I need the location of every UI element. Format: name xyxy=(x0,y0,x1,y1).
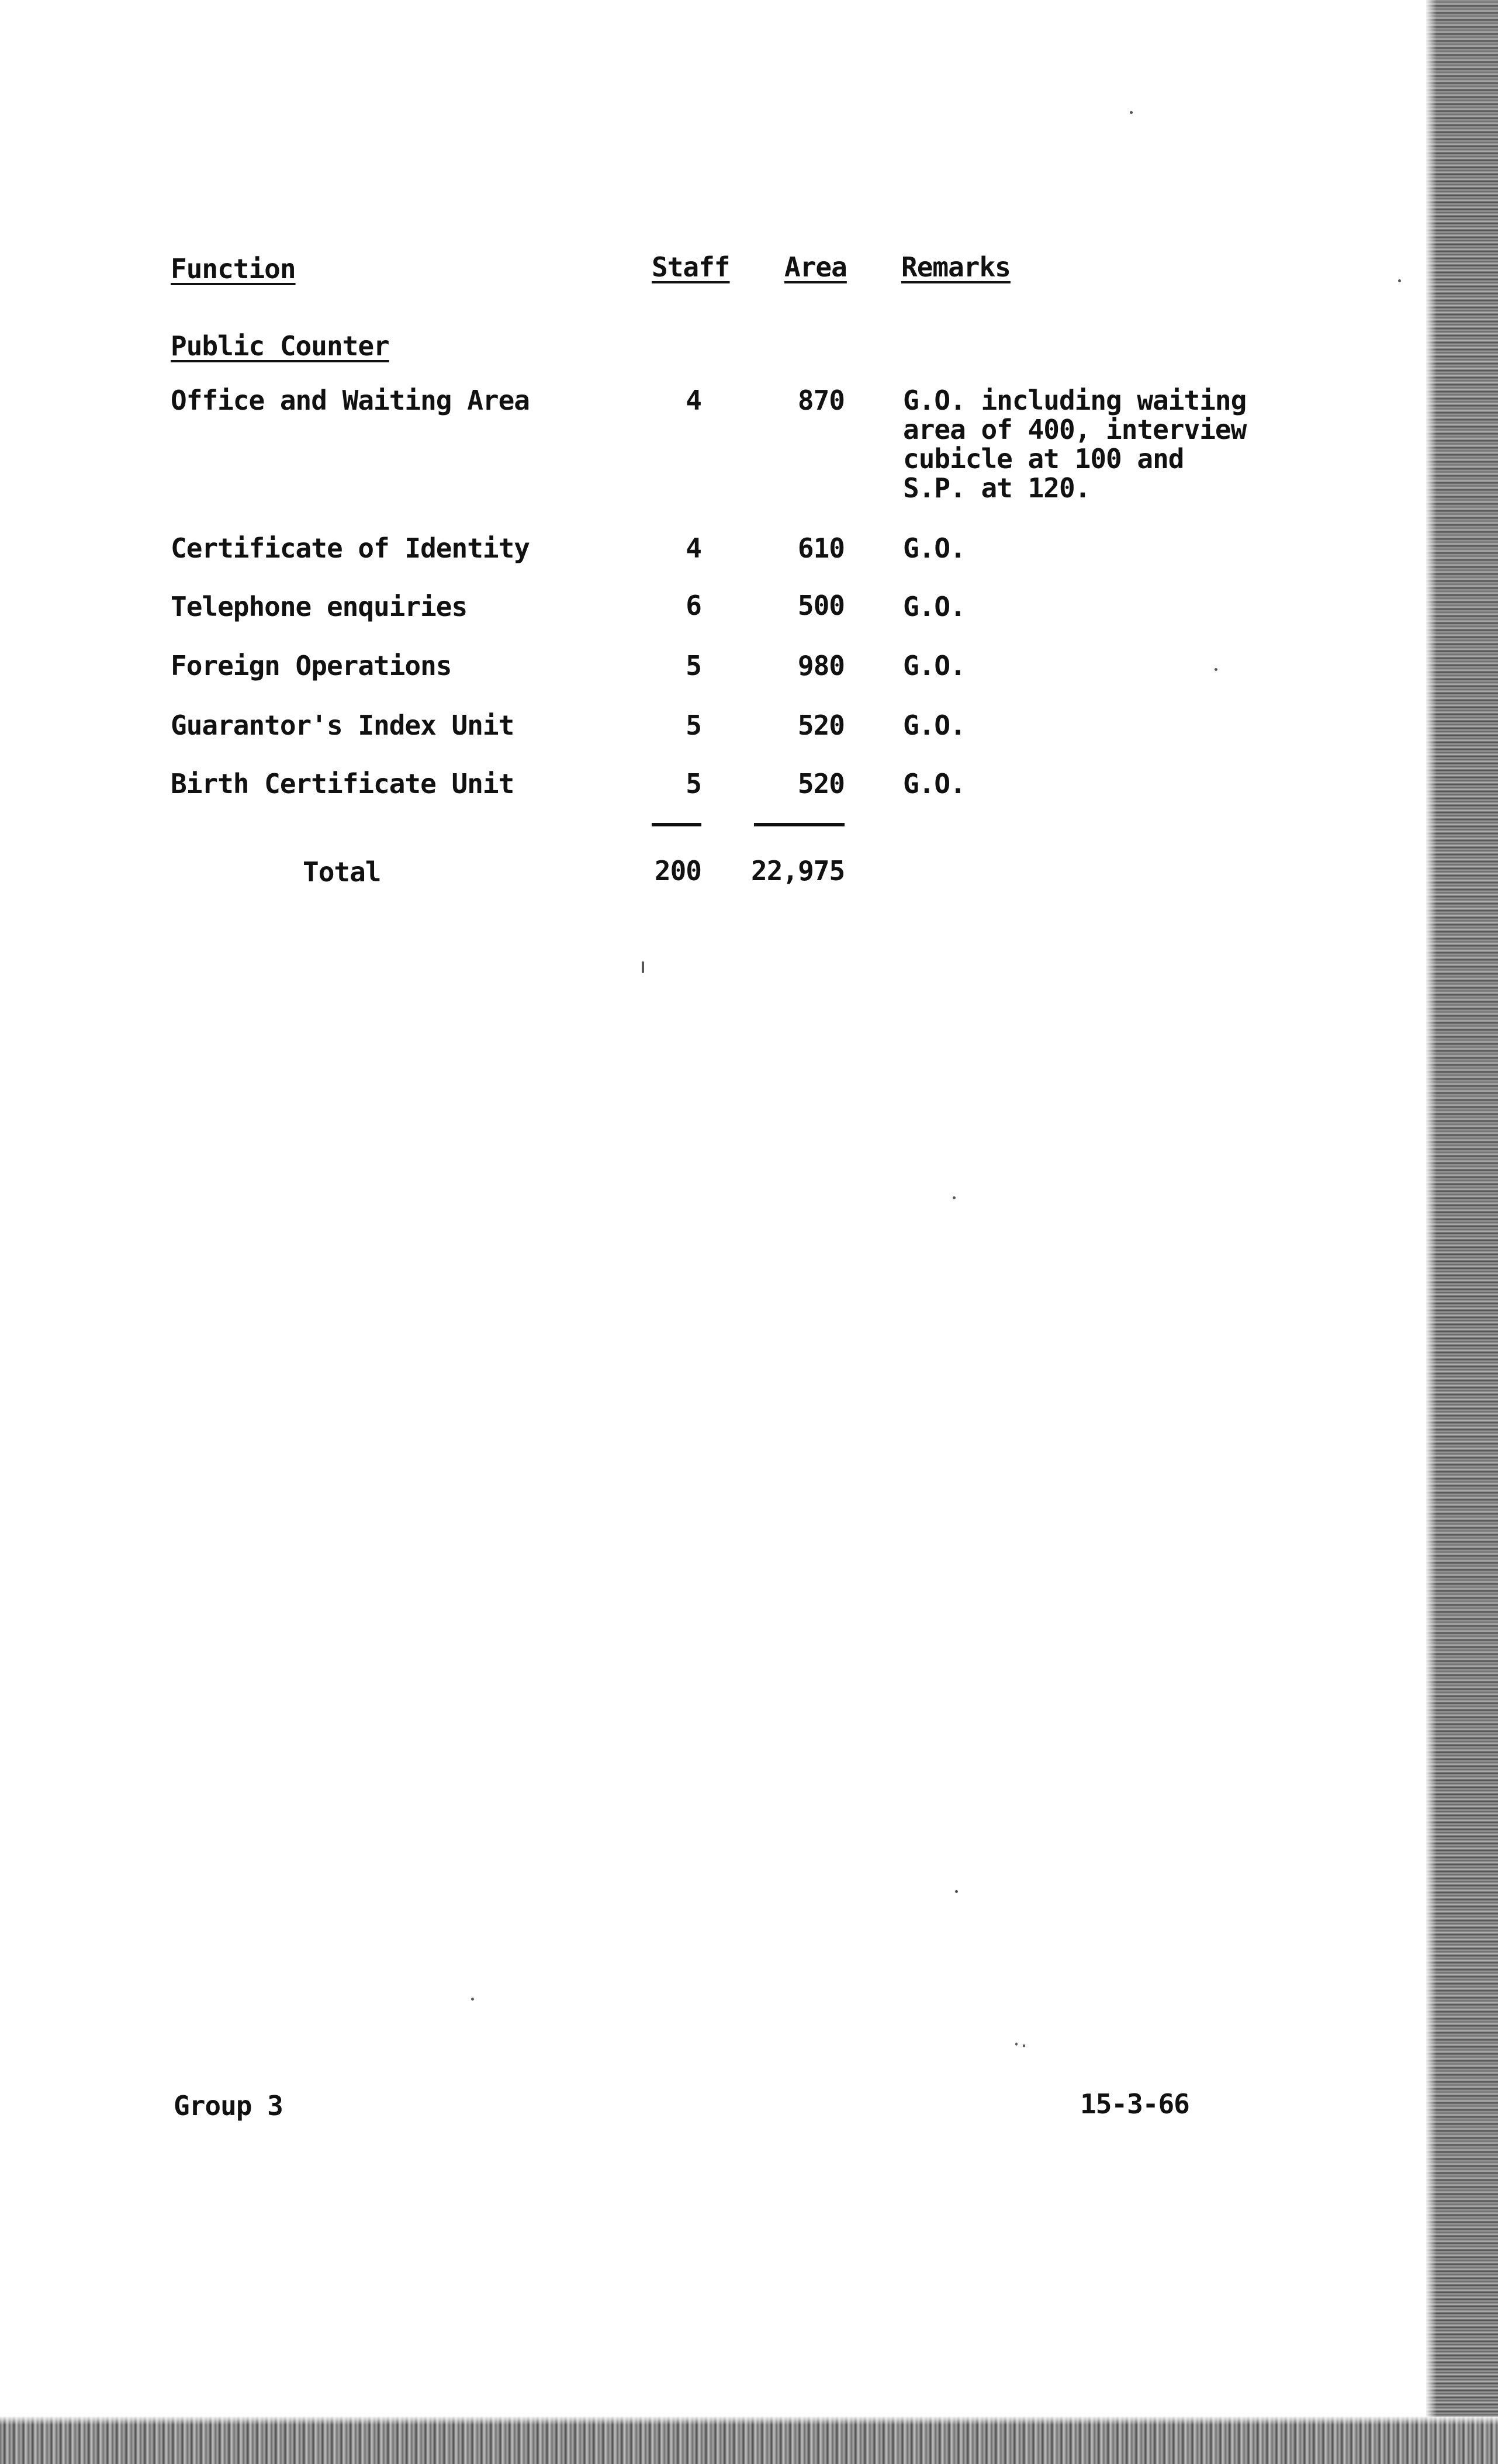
row-function: Office and Waiting Area xyxy=(171,385,530,416)
column-header-remarks: Remarks xyxy=(901,251,1011,283)
row-staff: 4 xyxy=(686,385,701,416)
footer-date: 15-3-66 xyxy=(1080,2088,1189,2120)
scan-speck xyxy=(1215,668,1217,671)
row-remarks-line: S.P. at 120. xyxy=(903,472,1091,504)
row-remarks: G.O. xyxy=(903,650,966,681)
total-rule-staff xyxy=(652,823,701,826)
scan-speck xyxy=(1130,111,1133,114)
row-area: 870 xyxy=(797,385,845,416)
row-area: 520 xyxy=(797,768,845,800)
scan-speck xyxy=(1023,2044,1025,2047)
row-remarks-line: cubicle at 100 and xyxy=(903,443,1184,475)
row-staff: 5 xyxy=(686,768,701,800)
scan-edge-bottom xyxy=(0,2417,1498,2464)
scan-mark xyxy=(642,961,644,973)
column-header-staff: Staff xyxy=(652,251,730,283)
total-rule-area xyxy=(754,823,845,826)
row-function: Foreign Operations xyxy=(171,650,452,681)
row-remarks: G.O. xyxy=(903,768,966,800)
column-header-area: Area xyxy=(784,251,847,283)
row-function: Birth Certificate Unit xyxy=(171,768,514,800)
row-function: Telephone enquiries xyxy=(171,591,468,622)
row-area: 610 xyxy=(797,532,845,564)
row-remarks: G.O. xyxy=(903,710,966,741)
row-area: 980 xyxy=(797,650,845,681)
scan-speck xyxy=(953,1196,956,1199)
scan-speck xyxy=(1398,279,1401,282)
scan-speck xyxy=(471,1998,474,2001)
row-remarks: G.O. xyxy=(903,591,966,622)
row-staff: 5 xyxy=(686,710,701,741)
section-title: Public Counter xyxy=(171,330,389,362)
total-staff: 200 xyxy=(654,855,701,887)
column-header-function: Function xyxy=(171,253,296,285)
row-remarks: G.O. xyxy=(903,532,966,564)
footer-group: Group 3 xyxy=(174,2090,283,2122)
total-label: Total xyxy=(303,856,381,888)
row-staff: 5 xyxy=(686,650,701,681)
row-remarks-line: area of 400, interview xyxy=(903,414,1247,445)
row-function: Guarantor's Index Unit xyxy=(171,710,514,741)
row-area: 500 xyxy=(797,590,845,621)
row-function: Certificate of Identity xyxy=(171,532,530,564)
total-area: 22,975 xyxy=(751,855,845,887)
row-staff: 6 xyxy=(686,590,701,621)
row-remarks-line: G.O. including waiting xyxy=(903,385,1247,416)
scan-edge-right xyxy=(1426,0,1498,2464)
scan-speck xyxy=(955,1890,958,1893)
scan-speck xyxy=(1015,2043,1018,2046)
row-staff: 4 xyxy=(686,532,701,564)
row-area: 520 xyxy=(797,710,845,741)
